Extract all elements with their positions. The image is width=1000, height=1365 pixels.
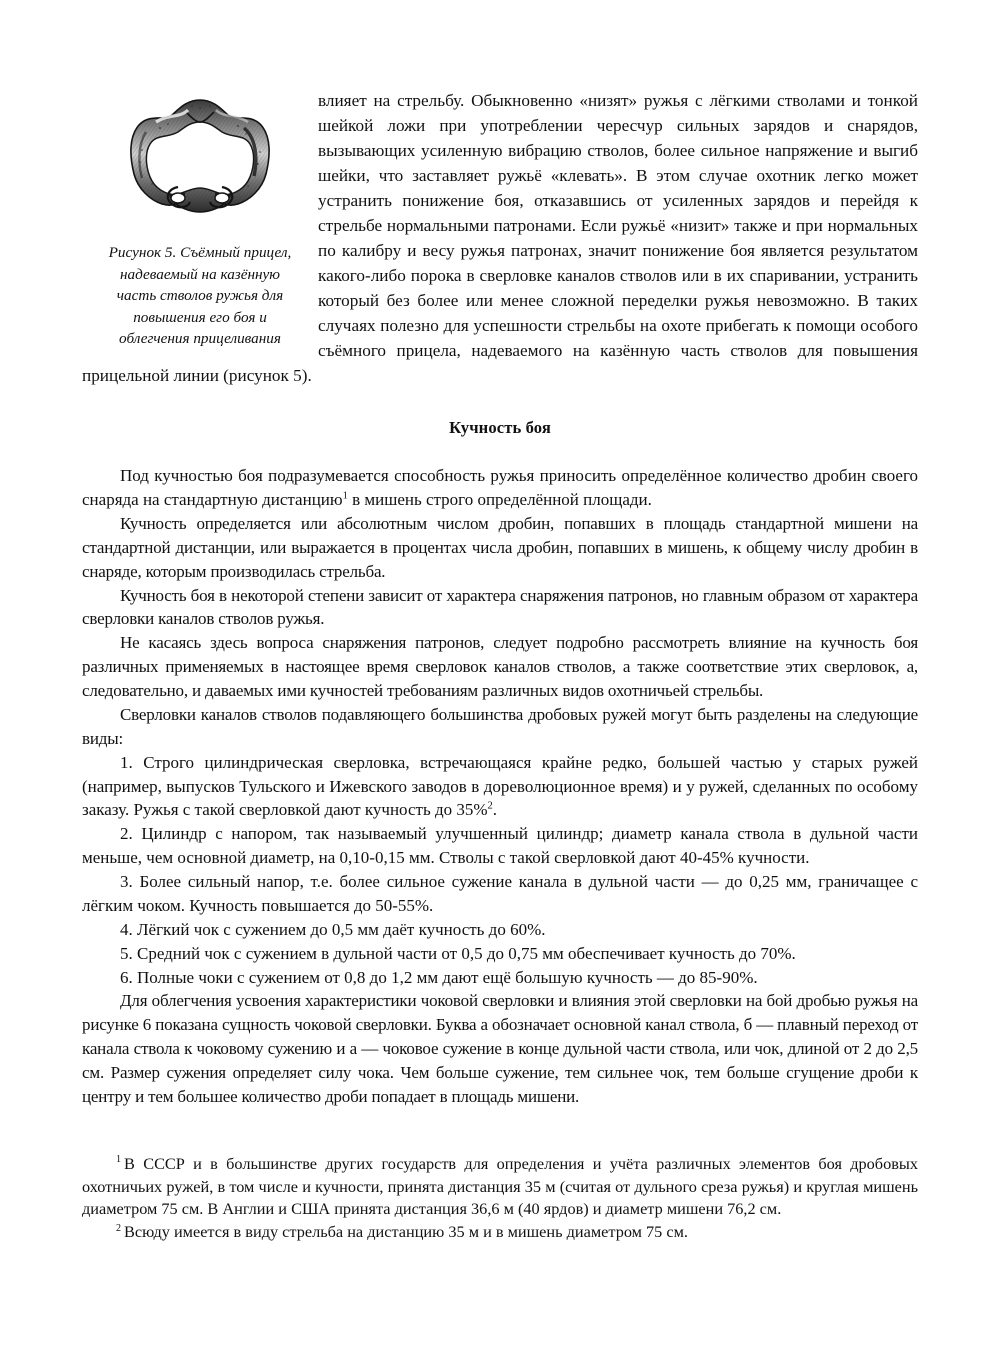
detachable-gun-sight-clamp-illustration bbox=[116, 88, 284, 228]
bore-type-2: 2. Цилиндр с напором, так называемый улучшенный цилиндр; диаметр канала ствола в дульной части меньше, чем основной диаметр, на 0,10-0,15 мм. Стволы с такой сверловкой дают 40-45% кучности. bbox=[82, 824, 918, 868]
lead-paragraph: влияет на стрельбу. Обыкновенно «низят» ружья с лёгкими стволами и тонкой шейкой ложи при употреблении чересчур сильных зарядов и снарядов, вызывающих усиленную вибрацию стволов, более сильное напряжение и выгиб шейки, что заставляет ружьё «клевать». В этом случае охотник легко может устранить понижение боя, отказавшись от усиленных зарядов и перейдя к стрельбе нормальными патронами. Если ружьё «низит» также и при нормальных по калибру и весу ружья патронах, значит понижение боя является результатом какого-либо порока в сверловке каналов стволов или в их спаривании, устранить который без более или менее сложной переделки ружья невозможно. В таких случаях полезно для успешности стрельбы на охоте прибегать к помощи особого съёмного прицела, надеваемого на казённую часть стволов для повышения прицельной линии (рисунок 5). bbox=[82, 91, 918, 386]
footnote-2-marker: 2 bbox=[116, 1222, 122, 1234]
paragraph-intro-list: Сверловки каналов стволов подавляющего большинства дробовых ружей могут быть разделены на следующие виды: bbox=[82, 704, 918, 748]
footnote-2 bbox=[82, 1221, 918, 1244]
definition-text-part1: Под кучностью боя подразумевается способность ружья приносить определённое количество дробин своего снаряда на стандартную дистанцию bbox=[82, 466, 918, 510]
bore-type-1 bbox=[82, 751, 918, 823]
bore-type-5: 5. Средний чок с сужением в дульной части от 0,5 до 0,75 мм обеспечивает кучность до 70%. bbox=[120, 943, 796, 963]
bore-type-1-text-part2: . bbox=[492, 800, 498, 820]
figure-caption: Рисунок 5. Съёмный прицел, надеваемый на казённую часть стволов ружья для повышения его боя и облегчения прицеливания bbox=[108, 244, 292, 348]
paragraph-dependency: Кучность боя в некоторой степени зависит от характера снаряжения патронов, но главным образом от характера сверловки каналов стволов ружья. bbox=[82, 585, 918, 629]
footnote-ref-2[interactable]: 2 bbox=[487, 800, 493, 812]
footnote-1-text: В СССР и в большинстве других государств для определения и учёта различных элементов боя дробовых охотничьих ружей, в том числе и кучности, принята дистанция 35 м (считая от дульного среза ружья) и круглая мишень диаметром 75 см. В Англии и США принята дистанция 36,6 м (40 ярдов) и диаметр мишени 76,2 см. bbox=[82, 1153, 918, 1219]
footnotes-block bbox=[82, 1153, 918, 1244]
definition-text-part2: в мишень строго определённой площади. bbox=[347, 490, 652, 510]
figure-5 bbox=[100, 88, 300, 350]
bore-type-1-text-part1: 1. Строго цилиндрическая сверловка, встречающаяся крайне редко, большей частью у старых ружей (например, выпусков Тульского и Ижевского заводов в дореволюционное время) и у ружей, сделанных по особому заказу. Ружья с такой сверловкой дают кучность до 35% bbox=[82, 752, 918, 820]
section-heading: Кучность боя bbox=[449, 418, 551, 438]
paragraph-choke-explanation: Для облегчения усвоения характеристики чоковой сверловки и влияния этой сверловки на бой дробью ружья на рисунке 6 показана сущность чоковой сверловки. Буква а обозначает основной канал ствола, б — плавный переход от канала ствола к чоковому сужению и а — чоковое сужение в конце дульной части ствола, или чок, длиной от 2 до 2,5 см. Размер сужения определяет силу чока. Чем больше сужение, тем сильнее чок, тем больше сгущение дроби к центру и тем большее количество дроби попадает в площадь мишени. bbox=[82, 991, 918, 1106]
paragraph-measurement: Кучность определяется или абсолютным числом дробин, попавших в площадь стандартной мишени на стандартной дистанции, или выражается в процентах числа дробин, попавших в мишень, к общему числу дробин в снаряде, которым производилась стрельба. bbox=[82, 513, 918, 581]
bore-type-3: 3. Более сильный напор, т.е. более сильное сужение канала в дульной части — до 0,25 мм, граничащее с лёгким чоком. Кучность повышается до 50-55%. bbox=[82, 872, 918, 915]
footnote-1 bbox=[82, 1153, 918, 1221]
paragraph-scope: Не касаясь здесь вопроса снаряжения патронов, следует подробно рассмотреть влияние на кучность боя различных применяемых в настоящее время сверловок каналов стволов, а также соответствие этих сверловок, а, следовательно, и даваемых ими кучностей требованиям различных видов охотничьей стрельбы. bbox=[82, 633, 918, 701]
footnote-2-text: Всюду имеется в виду стрельба на дистанцию 35 м и в мишень диаметром 75 см. bbox=[124, 1222, 688, 1242]
footnote-1-marker: 1 bbox=[116, 1154, 122, 1166]
footnote-ref-1[interactable]: 1 bbox=[342, 490, 348, 502]
paragraph-definition bbox=[82, 464, 918, 512]
bore-type-6: 6. Полные чоки с сужением от 0,8 до 1,2 мм дают ещё большую кучность — до 85-90%. bbox=[120, 967, 758, 987]
document-page bbox=[82, 0, 918, 1365]
bore-type-4: 4. Лёгкий чок с сужением до 0,5 мм даёт кучность до 60%. bbox=[120, 919, 546, 939]
